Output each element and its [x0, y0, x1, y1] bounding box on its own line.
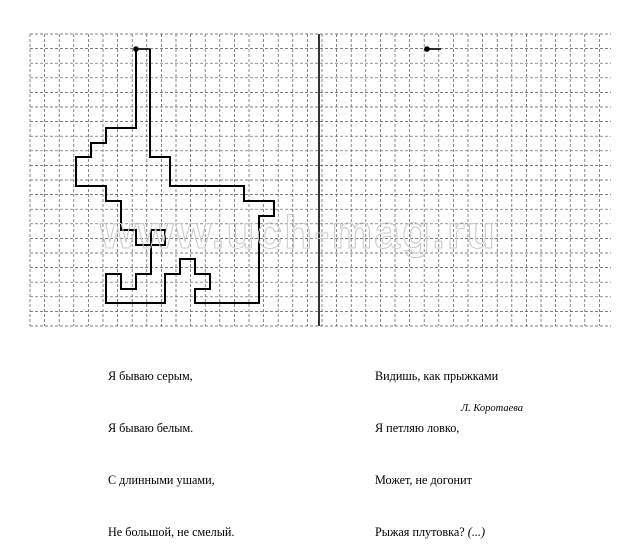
rabbit-figure-path	[76, 49, 274, 303]
ellipsis: (...)	[467, 525, 486, 540]
poem-line: Видишь, как прыжками	[375, 368, 499, 383]
poem-line-text: Рыжая плутовка?	[375, 525, 468, 540]
poem-line	[375, 524, 498, 541]
dashed-grid	[30, 34, 611, 326]
poem-line: С длинными ушами,	[108, 473, 215, 488]
poem-left	[108, 333, 234, 559]
poem-line: Я бываю белым.	[108, 421, 194, 436]
poem-line: Может, не догонит	[375, 473, 472, 488]
poem-line: Я бываю серым,	[108, 368, 193, 383]
poem-line: Не большой, не смелый.	[108, 525, 235, 540]
poem-line: Я петляю ловко,	[375, 421, 460, 436]
poem-right	[375, 333, 498, 559]
watermark-text: www.uch-mag.ru	[100, 206, 497, 258]
author-signature: Л. Коротаева	[461, 403, 524, 414]
